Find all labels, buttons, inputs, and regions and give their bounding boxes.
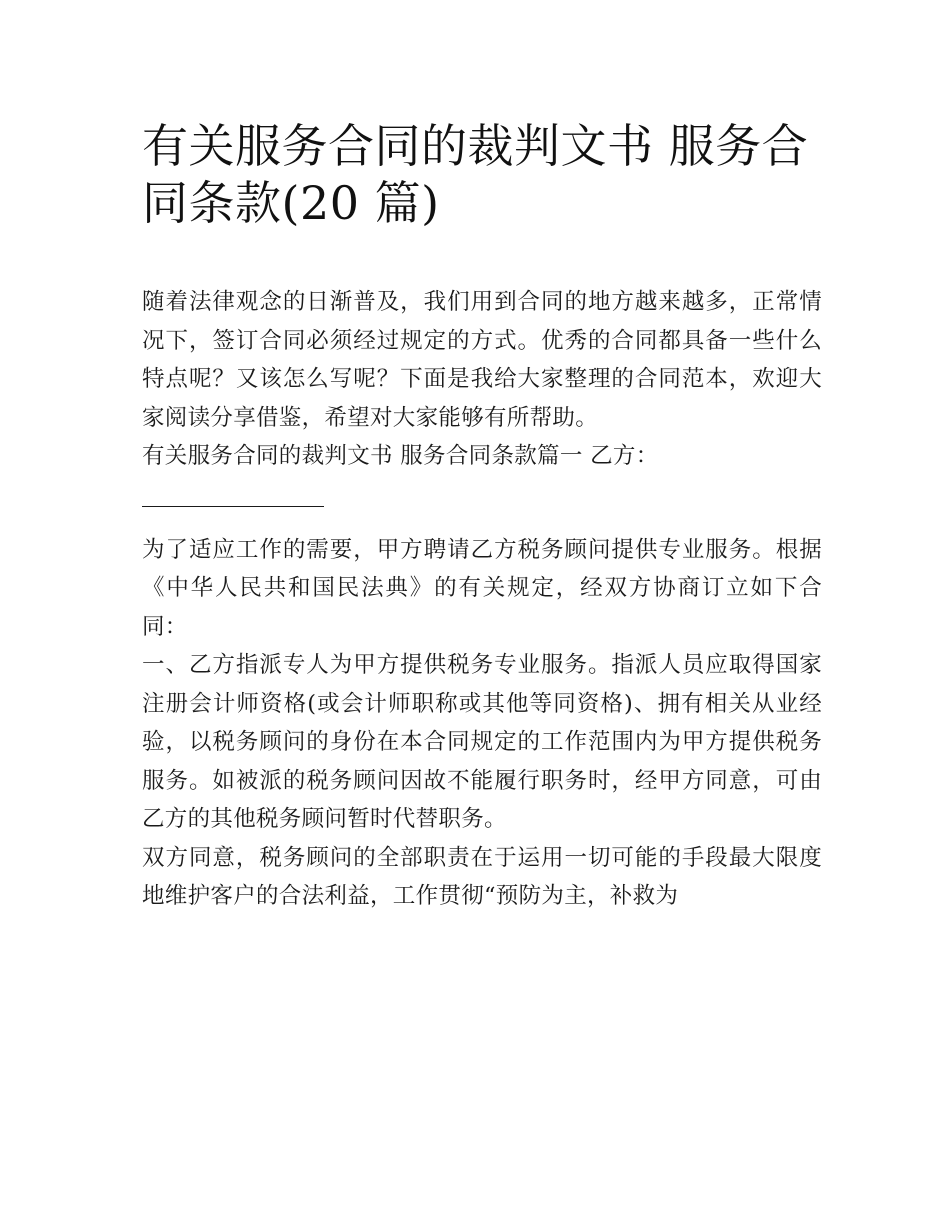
intro-paragraph: 随着法律观念的日渐普及，我们用到合同的地方越来越多，正常情况下，签订合同必须经过规定的方式。优秀的合同都具备一些什么特点呢？又该怎么写呢？下面是我给大家整理的合同范本，欢迎大家阅读分享借鉴，希望对大家能够有所帮助。 — [142, 289, 822, 431]
clause-one-paragraph: 一、乙方指派专人为甲方提供税务专业服务。指派人员应取得国家注册会计师资格(或会计师职称或其他等同资格)、拥有相关从业经验，以税务顾问的身份在本合同规定的工作范围内为甲方提供税务服务。如被派的税务顾问因故不能履行职务时，经甲方同意，可由乙方的其他税务顾问暂时代替职务。 — [142, 652, 822, 832]
purpose-paragraph: 为了适应工作的需要，甲方聘请乙方税务顾问提供专业服务。根据《中华人民共和国民法典》的有关规定，经双方协商订立如下合同： — [142, 536, 822, 640]
section-heading-line: 有关服务合同的裁判文书 服务合同条款篇一 乙方： — [142, 443, 659, 469]
duties-paragraph: 双方同意，税务顾问的全部职责在于运用一切可能的手段最大限度地维护客户的合法利益，工作贯彻“预防为主，补救为 — [142, 844, 822, 909]
document-body — [142, 283, 822, 916]
blank-fill-line — [142, 476, 324, 507]
document-title: 有关服务合同的裁判文书 服务合同条款(20 篇) — [142, 119, 809, 230]
